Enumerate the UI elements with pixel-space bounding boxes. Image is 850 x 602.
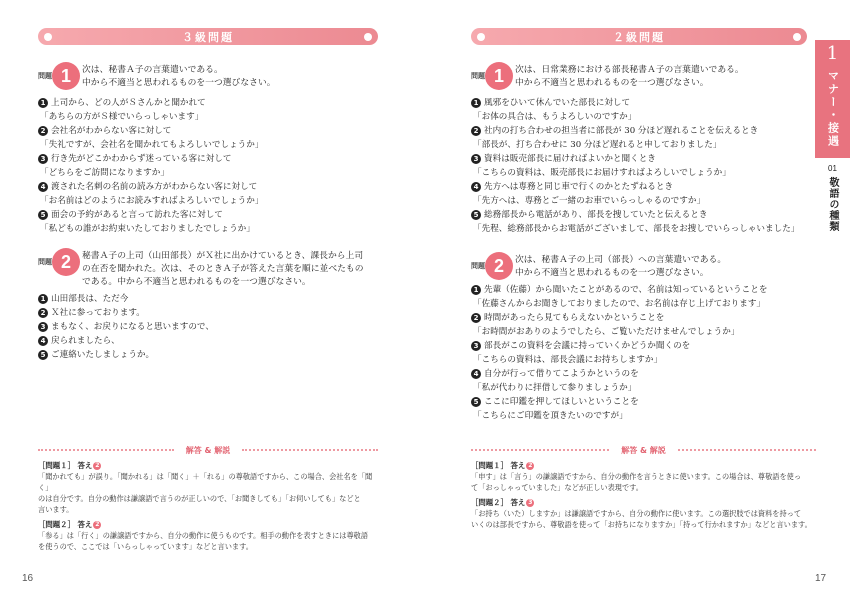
choice-number: 1 [38,294,48,304]
choice-quote: 「あちらの方がＳ様でいらっしゃいます」 [40,112,204,122]
page-number: 16 [22,573,34,584]
dotted-rule [242,449,378,451]
choice-item [471,180,816,194]
question-line: の在否を聞かれた。次は、そのときＡ子が答えた言葉を順に並べたもの [82,264,364,274]
choice-number: 4 [38,182,48,192]
question-label: 問題 [38,72,52,80]
choice-item [38,180,378,194]
question-badge [471,62,515,96]
answer-1-head [38,460,378,471]
choice-item [38,96,378,110]
choice-item [471,152,816,166]
answer-line: 「お持ち（いた）しますか」は謙譲語ですから、自分の動作に使います。この選択肢では資料を持って [471,509,802,518]
chapter-number: 1 [826,43,839,64]
answer-line: を使うので、ここでは「いらっしゃっています」などと言います。 [38,542,253,551]
answer-1-body [471,471,816,493]
choice-text: 風邪をひいて休んでいた部長に対して [484,98,631,108]
choice-text: 総務部長から電話があり、部長を捜していたと伝えるとき [484,210,708,220]
question-1-choices [471,96,816,236]
answer-section [471,444,816,530]
choice-item [471,208,816,222]
banner-dot-left [44,33,52,41]
choice-quote: 「お体の具合は、もうよろしいのですか」 [473,112,637,122]
section-number: 01 [828,164,837,173]
choice-number: 5 [471,210,481,220]
choice-item [38,124,378,138]
question-text [515,62,744,90]
question-line: である。中から不適当と思われるものを一つ選びなさい。 [82,277,311,287]
question-line: 中から不適当と思われるものを一つ選びなさい。 [82,78,276,88]
answer-line: 言います。 [38,505,74,514]
banner-title: ３級問題 [182,30,234,44]
dotted-rule [678,449,816,451]
choice-quote: 「先程、総務部長からお電話がございまして、部長をお捜しでいらっしゃいました」 [473,224,800,234]
answer-heading: 解答 & 解説 [621,445,666,455]
level-banner-3 [38,28,378,45]
choice-text: Ｘ社に参っております。 [51,308,145,318]
answer-label: ［問題１］ 答え [471,461,526,470]
dotted-rule [471,449,609,451]
chapter-tab [815,40,850,158]
level-banner-2 [471,28,807,45]
choice-quote: 「どちらをご訪問になりますか」 [40,168,169,178]
choice-text: ここに印鑑を押してほしいということを [484,397,639,407]
choice-number: 2 [38,308,48,318]
page-number: 17 [815,573,827,584]
question-text [515,252,726,280]
question-2-header [471,252,726,286]
choice-text: 行き先がどこかわからず迷っている客に対して [51,154,232,164]
answer-line: いくのは部長ですから、尊敬語を使って「お持ちになりますか」「持って行かれますか」などと言います。 [471,520,812,529]
choice-number: 3 [471,341,481,351]
choice-text: 自分が行って借りてこようかというのを [484,369,639,379]
question-badge [38,248,82,282]
choice-text: 資料は販売部長に届ければよいかと聞くとき [484,154,656,164]
choice-number: 2 [471,126,481,136]
dotted-rule [38,449,174,451]
choice-quote: 「私どもの誰がお約束いたしておりましたでしょうか」 [40,224,255,234]
answer-number: 2 [528,462,533,469]
choice-quote: 「お名前はどのようにお読みすればよろしいでしょうか」 [40,196,264,206]
choice-number: 1 [38,98,48,108]
question-label: 問題 [38,258,52,266]
chapter-side-tab[interactable] [815,40,850,232]
question-number: 1 [485,62,513,90]
choice-text: まもなく、お戻りになると思いますので、 [51,322,214,332]
answer-1-body [38,471,378,515]
banner-dot-right [364,33,372,41]
choice-text: 社内の打ち合わせの担当者に部長が 30 分ほど遅れることを伝えるとき [484,126,759,136]
question-number: 2 [485,252,513,280]
choice-number: 5 [471,397,481,407]
answer-heading: 解答 & 解説 [185,445,231,455]
question-number: 1 [52,62,80,90]
answer-number: 2 [95,462,100,469]
answer-title [471,444,816,456]
choice-quote: 「私が代わりに拝借して参りましょうか」 [473,383,637,393]
choice-text: 上司から、どの人がＳさんかと聞かれて [51,98,206,108]
choice-text: 先方へは専務と同じ車で行くのかとたずねるとき [484,182,674,192]
question-2-choices [471,283,816,423]
question-label: 問題 [471,72,485,80]
choice-quote: 「失礼ですが、会社名を聞かれてもよろしいでしょうか」 [40,140,264,150]
choice-item [38,320,378,334]
choice-number: 1 [471,285,481,295]
answer-label: ［問題２］ 答え [471,498,526,507]
right-page [425,0,850,602]
section-tab [815,158,850,232]
banner-dot-right [793,33,801,41]
answer-label: ［問題１］ 答え [38,461,93,470]
question-line: 中から不適当と思われるものを一つ選びなさい。 [515,268,709,278]
choice-item [471,395,816,409]
choice-number: 2 [471,313,481,323]
choice-item [38,348,378,362]
question-line: 秘書Ａ子の上司（山田部長）がＸ社に出かけているとき、課長から上司 [82,251,364,261]
answer-2-head [38,519,378,530]
question-number: 2 [52,248,80,276]
question-badge [38,62,82,96]
choice-number: 4 [471,182,481,192]
choice-number: 1 [471,98,481,108]
question-line: 次は、秘書Ａ子の上司（部長）への言葉遣いである。 [515,255,727,265]
choice-text: 渡された名刺の名前の読み方がわからない客に対して [51,182,258,192]
answer-line: 「聞かれても」が誤り。「聞かれる」は「聞く」＋「れる」の尊敬語ですから、この場合、会社名を「聞く」 [38,472,373,492]
choice-text: 時間があったら見てもらえないかということを [484,313,665,323]
banner-dot-left [477,33,485,41]
answer-line: て「おっしゃっていました」などが正しい表現です。 [471,483,643,492]
question-2-choices [38,292,378,362]
choice-item [471,96,816,110]
choice-quote: 「こちらにご印鑑を頂きたいのですが」 [473,411,628,421]
answer-section [38,444,378,552]
answer-label: ［問題２］ 答え [38,520,93,529]
choice-item [471,339,816,353]
choice-quote: 「先方へは、専務とご一緒のお車でいらっしゃるのですか」 [473,196,706,206]
question-line: 中から不適当と思われるものを一つ選びなさい。 [515,78,709,88]
answer-title [38,444,378,456]
choice-number: 5 [38,350,48,360]
choice-item [471,367,816,381]
question-1-header [38,62,276,96]
choice-text: 部長がこの資料を会議に持っていくかどうか聞くのを [484,341,691,351]
choice-item [471,311,816,325]
choice-text: 先輩（佐藤）から聞いたことがあるので、名前は知っているということを [484,285,768,295]
question-line: 次は、秘書Ａ子の言葉遣いである。 [82,65,223,75]
question-2-header [38,248,364,289]
choice-number: 3 [471,154,481,164]
banner-title: ２級問題 [613,30,665,44]
answer-number: 3 [528,499,533,506]
choice-text: 会社名がわからない客に対して [51,126,172,136]
choice-text: 面会の予約があると言って訪れた客に対して [51,210,223,220]
choice-item [38,152,378,166]
choice-quote: 「こちらの資料は、販売部長にお届けすればよろしいでしょうか」 [473,168,731,178]
chapter-title: マナー・接遇 [826,70,840,148]
answer-2-head [471,497,816,508]
question-text [82,62,276,90]
choice-item [471,283,816,297]
question-badge [471,252,515,286]
question-1-choices [38,96,378,236]
choice-item [38,292,378,306]
question-line: 次は、日常業務における部長秘書Ａ子の言葉遣いである。 [515,65,744,75]
choice-item [38,334,378,348]
choice-item [471,124,816,138]
choice-number: 4 [38,336,48,346]
choice-text: 戻られましたら、 [51,336,120,346]
question-label: 問題 [471,262,485,270]
choice-number: 4 [471,369,481,379]
answer-line: のは自分です。自分の動作は謙譲語で言うのが正しいので、「お聞きしても」「お伺いしても」などと [38,494,361,503]
choice-text: 山田部長は、ただ今 [51,294,129,304]
answer-2-body [471,508,816,530]
answer-line: 「申す」は「言う」の謙譲語ですから、自分の動作を言うときに使います。この場合は、尊敬語を使っ [471,472,802,481]
choice-quote: 「お時間がおありのようでしたら、ご覧いただけませんでしょうか」 [473,327,740,337]
choice-quote: 「部長が、打ち合わせに 30 分ほど遅れると申しておりました」 [473,140,722,150]
choice-item [38,306,378,320]
choice-quote: 「佐藤さんからお聞きしておりましたので、お名前は存じ上げております」 [473,299,766,309]
choice-quote: 「こちらの資料は、部長会議にお持ちしますか」 [473,355,663,365]
choice-item [38,208,378,222]
answer-2-body [38,530,378,552]
question-1-header [471,62,744,96]
section-title: 敬語の種類 [827,177,838,232]
choice-number: 3 [38,154,48,164]
answer-1-head [471,460,816,471]
choice-number: 5 [38,210,48,220]
answer-line: 「参る」は「行く」の謙譲語ですから、自分の動作に使うものです。相手の動作を表すときには尊敬語 [38,531,369,540]
answer-number: 2 [95,521,100,528]
question-text [82,248,364,289]
choice-number: 3 [38,322,48,332]
choice-text: ご連絡いたしましょうか。 [51,350,155,360]
choice-number: 2 [38,126,48,136]
